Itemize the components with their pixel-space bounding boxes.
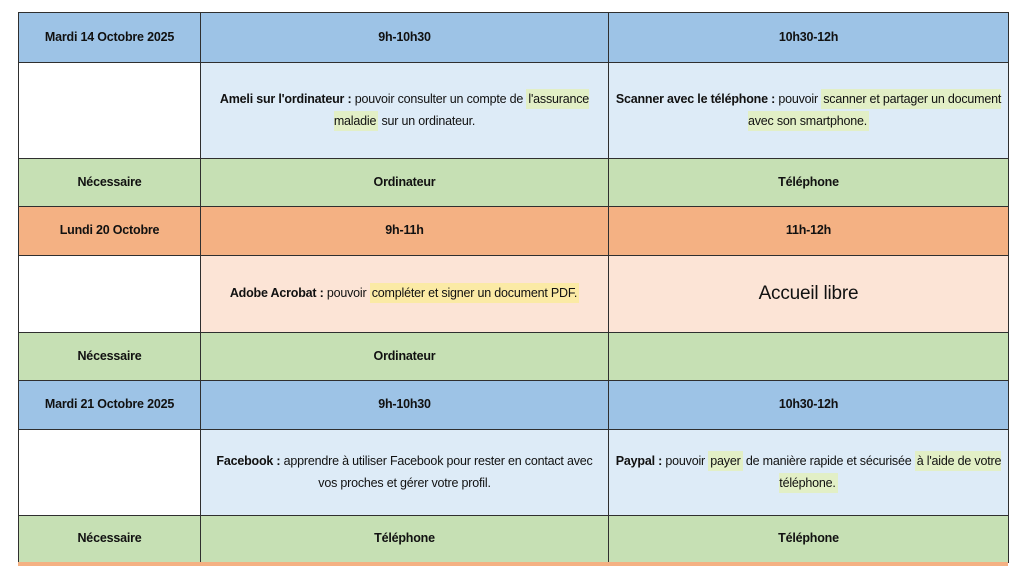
requirement-cell: Ordinateur bbox=[201, 159, 609, 207]
table-row bbox=[19, 381, 1009, 430]
next-row-strip bbox=[18, 562, 1008, 566]
empty-cell bbox=[19, 430, 201, 516]
date-cell: Mardi 14 Octobre 2025 bbox=[19, 13, 201, 63]
empty-cell bbox=[19, 256, 201, 333]
workshop-description-cell bbox=[201, 430, 609, 516]
date-cell: Lundi 20 Octobre bbox=[19, 207, 201, 256]
workshop-title: Scanner avec le téléphone : bbox=[615, 91, 776, 106]
highlighted-text: payer bbox=[708, 451, 742, 471]
free-reception-cell: Accueil libre bbox=[609, 256, 1009, 333]
time-slot-cell: 10h30-12h bbox=[609, 381, 1009, 430]
table-row bbox=[19, 13, 1009, 63]
requirement-label-cell: Nécessaire bbox=[19, 516, 201, 563]
time-slot-cell: 9h-11h bbox=[201, 207, 609, 256]
workshop-text: sur un ordinateur. bbox=[378, 113, 476, 128]
requirement-cell: Téléphone bbox=[201, 516, 609, 563]
time-slot-cell: 10h30-12h bbox=[609, 13, 1009, 63]
table-row bbox=[19, 63, 1009, 159]
workshop-title: Facebook : bbox=[216, 453, 281, 468]
highlighted-text: scanner et partager un document avec son smartphone. bbox=[748, 89, 1001, 131]
requirement-cell bbox=[609, 333, 1009, 381]
table-row bbox=[19, 430, 1009, 516]
workshop-description-cell bbox=[609, 63, 1009, 159]
date-cell: Mardi 21 Octobre 2025 bbox=[19, 381, 201, 430]
workshop-description-cell bbox=[201, 63, 609, 159]
workshop-text: apprendre à utiliser Facebook pour rester en contact avec vos proches et gérer votre profil. bbox=[280, 453, 593, 490]
table-row bbox=[19, 256, 1009, 333]
workshop-title: Ameli sur l'ordinateur : bbox=[219, 91, 352, 106]
workshop-title: Adobe Acrobat : bbox=[229, 286, 324, 301]
table-row bbox=[19, 516, 1009, 563]
highlighted-text: l'assurance maladie bbox=[334, 89, 589, 131]
schedule-table bbox=[18, 12, 1009, 563]
empty-cell bbox=[19, 63, 201, 159]
requirement-cell: Ordinateur bbox=[201, 333, 609, 381]
highlighted-text: compléter et signer un document PDF. bbox=[370, 283, 579, 303]
workshop-text: pouvoir consulter un compte de bbox=[351, 91, 527, 106]
highlighted-text: à l'aide de votre téléphone. bbox=[779, 451, 1001, 493]
table-row bbox=[19, 207, 1009, 256]
workshop-text: pouvoir bbox=[775, 91, 822, 106]
workshop-description-cell bbox=[201, 256, 609, 333]
requirement-label-cell: Nécessaire bbox=[19, 159, 201, 207]
time-slot-cell: 9h-10h30 bbox=[201, 13, 609, 63]
time-slot-cell: 9h-10h30 bbox=[201, 381, 609, 430]
workshop-description-cell bbox=[609, 430, 1009, 516]
table-row bbox=[19, 159, 1009, 207]
requirement-label-cell: Nécessaire bbox=[19, 333, 201, 381]
time-slot-cell: 11h-12h bbox=[609, 207, 1009, 256]
workshop-text: pouvoir bbox=[323, 286, 370, 301]
table-row bbox=[19, 333, 1009, 381]
requirement-cell: Téléphone bbox=[609, 516, 1009, 563]
workshop-text: de manière rapide et sécurisée bbox=[742, 453, 915, 468]
requirement-cell: Téléphone bbox=[609, 159, 1009, 207]
workshop-text: pouvoir bbox=[662, 453, 709, 468]
workshop-title: Paypal : bbox=[615, 453, 663, 468]
